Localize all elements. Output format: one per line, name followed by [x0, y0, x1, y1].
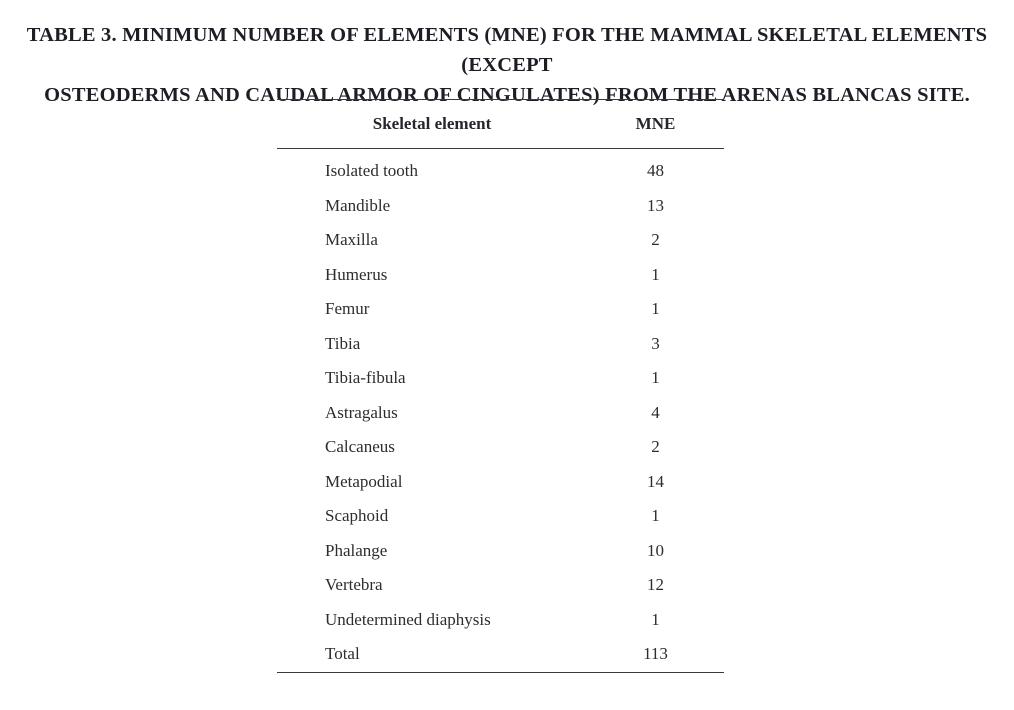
- mne-cell: 1: [651, 264, 660, 284]
- table-row: [277, 223, 724, 258]
- element-cell: Isolated tooth: [325, 161, 419, 181]
- mne-cell: 113: [643, 644, 668, 664]
- mne-cell: 13: [647, 195, 664, 215]
- element-cell: Undetermined diaphysis: [325, 609, 491, 629]
- element-cell: Tibia-fibula: [325, 368, 406, 388]
- table-row: [277, 568, 724, 603]
- element-cell: Metapodial: [325, 471, 403, 491]
- table-row: [277, 154, 724, 189]
- table-caption: [0, 20, 1014, 110]
- mne-cell: 1: [651, 299, 660, 319]
- table-row: [277, 396, 724, 431]
- mne-cell: 2: [651, 230, 660, 250]
- element-cell: Humerus: [325, 264, 388, 284]
- mne-cell: 48: [647, 161, 664, 181]
- table-row: [277, 603, 724, 638]
- table-row: [277, 292, 724, 327]
- table-body: [277, 149, 724, 672]
- table-row: [277, 361, 724, 396]
- header-mne: MNE: [635, 114, 676, 133]
- table-bottom-rule: [277, 672, 724, 673]
- element-cell: Maxilla: [325, 230, 378, 250]
- caption-line-2: OSTEODERMS AND CAUDAL ARMOR OF CINGULATES) FROM THE ARENAS BLANCAS SITE.: [44, 84, 970, 106]
- table-header-row: [277, 100, 724, 148]
- element-cell: Calcaneus: [325, 437, 395, 457]
- element-cell: Astragalus: [325, 402, 398, 422]
- element-cell: Vertebra: [325, 575, 383, 595]
- table-row: [277, 430, 724, 465]
- mne-table: [277, 99, 724, 673]
- table-row: [277, 189, 724, 224]
- caption-line-1: TABLE 3. MINIMUM NUMBER OF ELEMENTS (MNE) FOR THE MAMMAL SKELETAL ELEMENTS (EXCEPT: [26, 24, 988, 76]
- element-cell: Scaphoid: [325, 506, 389, 526]
- mne-cell: 1: [651, 506, 660, 526]
- element-cell: Tibia: [325, 333, 361, 353]
- table-row: [277, 465, 724, 500]
- element-cell: Phalange: [325, 540, 388, 560]
- header-skeletal-element: Skeletal element: [372, 114, 492, 133]
- table-row: [277, 258, 724, 293]
- element-cell: Mandible: [325, 195, 391, 215]
- mne-cell: 12: [647, 575, 664, 595]
- mne-cell: 4: [651, 402, 660, 422]
- element-cell: Total: [325, 644, 360, 664]
- mne-cell: 3: [651, 333, 660, 353]
- mne-cell: 10: [647, 540, 664, 560]
- mne-cell: 1: [651, 368, 660, 388]
- table-row: [277, 499, 724, 534]
- element-cell: Femur: [325, 299, 370, 319]
- table-row-total: [277, 637, 724, 672]
- table-row: [277, 327, 724, 362]
- mne-cell: 2: [651, 437, 660, 457]
- table-row: [277, 534, 724, 569]
- mne-cell: 14: [647, 471, 664, 491]
- mne-cell: 1: [651, 609, 660, 629]
